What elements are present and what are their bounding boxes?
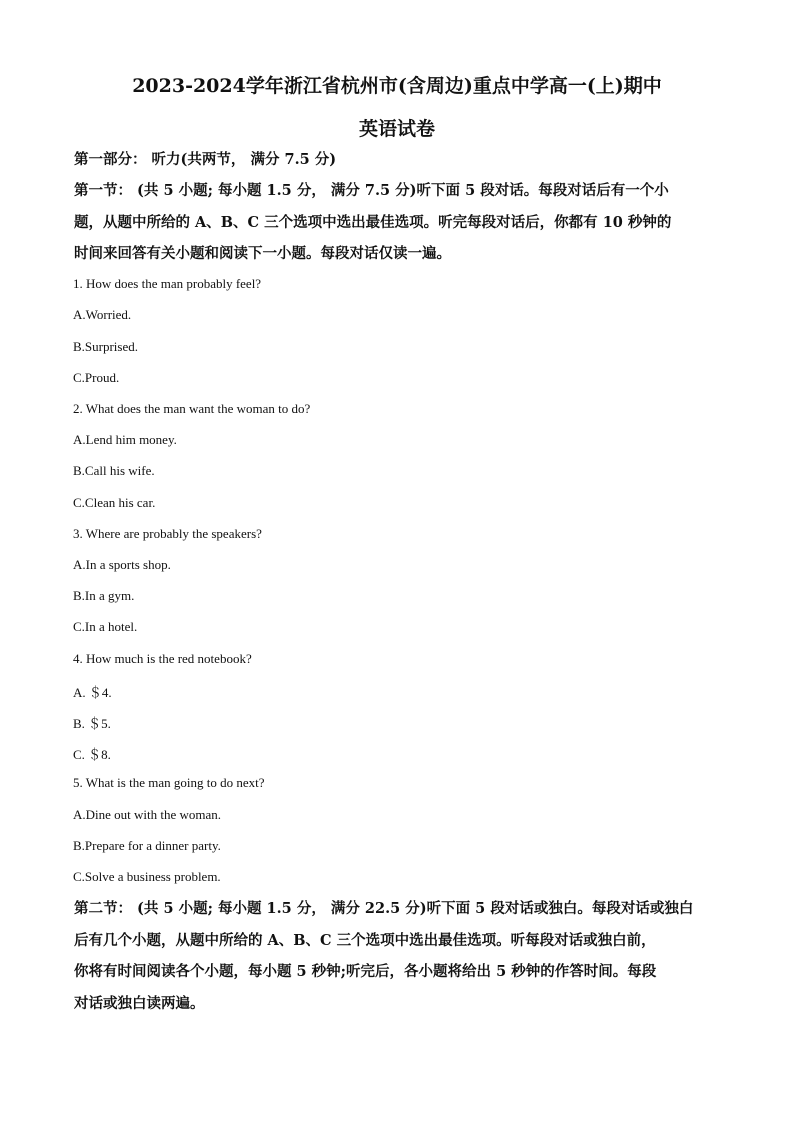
answer-option: C.Clean his car. <box>73 495 156 510</box>
answer-option: A. ＄4. <box>73 685 112 700</box>
answer-option: C. ＄8. <box>73 747 111 762</box>
section2-line: 你将有时间阅读各个小题，每小题 5 秒钟;听完后，各小题将给出 5 秒钟的作答时间。每段 <box>74 963 657 980</box>
answer-option: B.Call his wife. <box>73 463 155 478</box>
section1-line: 时间来回答有关小题和阅读下一小题。每段对话仅读一遍。 <box>74 245 451 262</box>
part1-heading: 第一部分： 听力(共两节， 满分 7.5 分) <box>74 151 337 168</box>
question-stem: 5. What is the man going to do next? <box>73 775 265 790</box>
question-stem: 1. How does the man probably feel? <box>73 276 262 291</box>
question-stem: 4. How much is the red notebook? <box>73 651 252 666</box>
answer-option: B.Surprised. <box>73 339 138 354</box>
answer-option: A.In a sports shop. <box>73 557 171 572</box>
answer-option: B.In a gym. <box>73 588 135 603</box>
section2-line: 对话或独白读两遍。 <box>74 994 205 1012</box>
section2-line: 第二节： (共 5 小题; 每小题 1.5 分， 满分 22.5 分)听下面 5 段对话或独白。每段对话或独白 <box>74 900 694 917</box>
section1-instructions <box>74 175 724 270</box>
answer-option: B.Prepare for a dinner party. <box>73 838 221 853</box>
answer-option: C.In a hotel. <box>73 619 138 634</box>
question-stem: 3. Where are probably the speakers? <box>73 526 262 541</box>
section2-instructions <box>74 893 724 1019</box>
exam-subtitle: 英语试卷 <box>358 118 435 140</box>
section2-line: 后有几个小题，从题中所给的 A、B、C 三个选项中选出最佳选项。听每段对话或独白前， <box>74 931 656 949</box>
section1-line: 第一节： (共 5 小题; 每小题 1.5 分， 满分 7.5 分)听下面 5 段对话。每段对话后有一个小 <box>74 182 669 199</box>
answer-option: B. ＄5. <box>73 716 111 731</box>
answer-option: A.Dine out with the woman. <box>73 807 222 822</box>
answer-option: A.Worried. <box>73 307 132 322</box>
question-stem: 2. What does the man want the woman to do? <box>73 401 311 416</box>
answer-option: C.Solve a business problem. <box>73 869 221 884</box>
answer-option: C.Proud. <box>73 370 120 385</box>
exam-title: 2023-2024学年浙江省杭州市(含周边)重点中学高一(上)期中 <box>132 75 662 97</box>
answer-option: A.Lend him money. <box>73 432 177 447</box>
section1-line: 题，从题中所给的 A、B、C 三个选项中选出最佳选项。听完每段对话后，你都有 10 秒钟的 <box>74 213 672 231</box>
